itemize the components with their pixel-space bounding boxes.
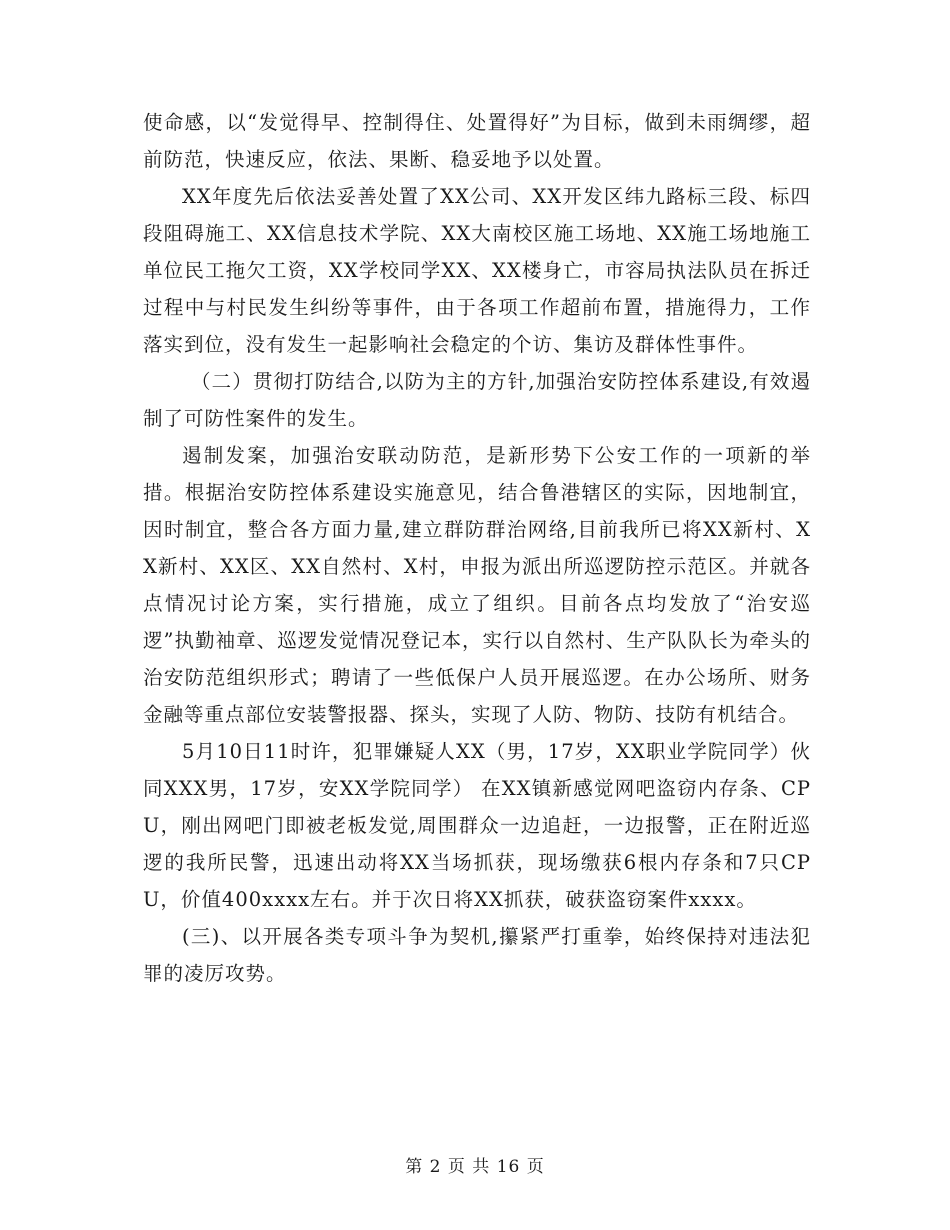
page-footer: 第 2 页 共 16 页 [405, 1157, 545, 1177]
paragraph-1: 使命感，以“发觉得早、控制得住、处置得好”为目标，做到未雨绸缪，超前防范，快速反应，依法、果断、稳妥地予以处置。 [143, 111, 811, 171]
paragraph-2: XX年度先后依法妥善处置了XX公司、XX开发区纬九路标三段、标四段阻碍施工、XX信息技术学院、XX大南校区施工场地、XX施工场地施工单位民工拖欠工资，XX学校同学XX、XX楼身亡，市容局执法队员在拆迁过程中与村民发生纠纷等事件，由于各项工作超前布置，措施得力，工作落实到位，没有发生一起影响社会稳定的个访、集访及群体性事件。 [143, 185, 811, 356]
paragraph-4: 遏制发案，加强治安联动防范，是新形势下公安工作的一项新的举措。根据治安防控体系建设实施意见，结合鲁港辖区的实际，因地制宜，因时制宜，整合各方面力量,建立群防群治网络,目前我所已将XX新村、XX新村、XX区、XX自然村、X村，申报为派出所巡逻防控示范区。并就各点情况讨论方案，实行措施，成立了组织。目前各点均发放了“治安巡逻”执勤袖章、巡逻发觉情况登记本，实行以自然村、生产队队长为牵头的治安防范组织形式；聘请了一些低保户人员开展巡逻。在办公场所、财务金融等重点部位安装警报器、探头，实现了人防、物防、技防有机结合。 [143, 444, 811, 726]
paragraph-3-heading: （二）贯彻打防结合,以防为主的方针,加强治安防控体系建设,有效遏制了可防性案件的发生。 [143, 370, 811, 430]
paragraph-5: 5月10日11时许，犯罪嫌疑人XX（男，17岁，XX职业学院同学）伙同XXX男，17岁，安XX学院同学） 在XX镇新感觉网吧盗窃内存条、CPU，刚出网吧门即被老板发觉,周围群众一边追赶，一边报警，正在附近巡逻的我所民警，迅速出动将XX当场抓获，现场缴获6根内存条和7只CPU，价值400xxxx左右。并于次日将XX抓获，破获盗窃案件xxxx。 [143, 740, 811, 911]
paragraph-6-heading: (三)、以开展各类专项斗争为契机,攥紧严打重拳，始终保持对违法犯罪的凌厉攻势。 [143, 925, 811, 985]
document-body [143, 104, 811, 992]
